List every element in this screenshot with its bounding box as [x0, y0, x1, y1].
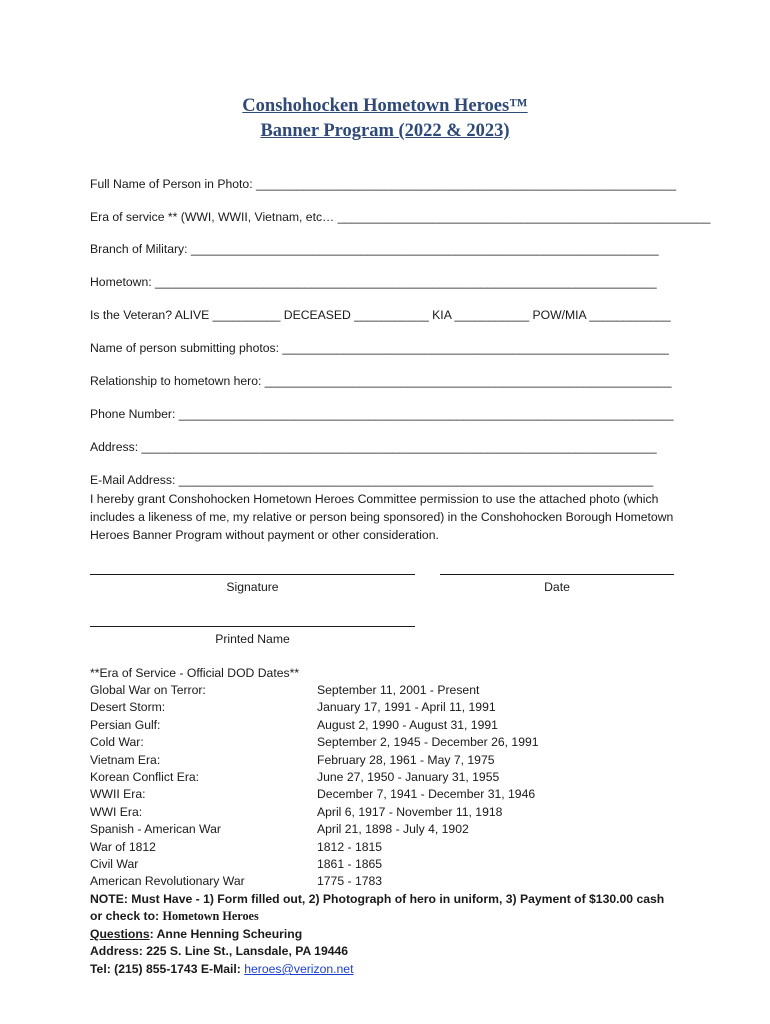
era-dates: April 21, 1898 - July 4, 1902 — [317, 822, 469, 837]
note-prefix: or check to: — [90, 909, 163, 923]
era-row — [90, 682, 690, 699]
era-row — [90, 734, 690, 751]
era-name: WWII Era: — [90, 787, 146, 802]
veteran-status-field[interactable]: Is the Veteran? ALIVE __________ DECEASED ___________ KIA ___________ POW/MIA ____________ — [90, 308, 671, 322]
era-name: Global War on Terror: — [90, 683, 206, 697]
era-name: American Revolutionary War — [90, 874, 245, 889]
era-dates: December 7, 1941 - December 31, 1946 — [317, 787, 536, 802]
submitter-name-field[interactable]: Name of person submitting photos: _________________________________________________________ — [90, 341, 669, 355]
era-name: Korean Conflict Era: — [90, 770, 200, 784]
era-row — [90, 804, 690, 821]
era-row — [90, 752, 690, 769]
date-line[interactable] — [440, 574, 674, 575]
era-row — [90, 717, 690, 734]
era-name: Cold War: — [90, 735, 144, 750]
form-title-line1: Conshohocken Hometown Heroes™ — [242, 96, 528, 116]
note-line1: NOTE: Must Have - 1) Form filled out, 2) Photograph of hero in uniform, 3) Payment of $130.00 cash — [90, 892, 665, 906]
branch-of-military-field[interactable]: Branch of Military: _____________________________________________________________________ — [90, 242, 659, 256]
era-dates: September 2, 1945 - December 26, 1991 — [317, 735, 539, 750]
era-row — [90, 873, 690, 890]
era-dates: 1775 - 1783 — [317, 874, 383, 889]
era-row — [90, 839, 690, 856]
era-heading: **Era of Service - Official DOD Dates** — [90, 666, 300, 680]
consent-statement: I hereby grant Conshohocken Hometown Heroes Committee permission to use the attached photo (which includes a likeness of me, my relative or person being sponsored) in the Conshohocken Borough Hometown Heroes Banner Program without payment or other consideration. — [90, 492, 674, 542]
form-title-line2: Banner Program (2022 & 2023) — [260, 121, 510, 141]
era-dates: April 6, 1917 - November 11, 1918 — [317, 804, 503, 819]
signature-line[interactable] — [90, 574, 415, 575]
era-name: Desert Storm: — [90, 700, 166, 715]
contact-address: Address: 225 S. Line St., Lansdale, PA 19446 — [90, 944, 349, 958]
era-dates: 1812 - 1815 — [317, 839, 383, 854]
note-payee: Hometown Heroes — [162, 909, 259, 923]
full-name-field[interactable]: Full Name of Person in Photo: ______________________________________________________________ — [90, 177, 677, 191]
era-row — [90, 769, 690, 786]
era-name: Vietnam Era: — [90, 752, 161, 767]
printed-name-label: Printed Name — [215, 632, 290, 646]
era-row — [90, 856, 690, 873]
era-row — [90, 699, 690, 716]
questions-label: Questions — [90, 927, 150, 941]
contact-tel: Tel: (215) 855-1743 E-Mail: — [90, 962, 245, 976]
email-address-field[interactable]: E-Mail Address: ______________________________________________________________________ — [90, 473, 654, 487]
era-row — [90, 821, 690, 838]
signature-label: Signature — [226, 580, 279, 594]
era-dates: August 2, 1990 - August 31, 1991 — [317, 717, 498, 732]
phone-number-field[interactable]: Phone Number: _________________________________________________________________________ — [90, 407, 674, 421]
era-dates: June 27, 1950 - January 31, 1955 — [317, 770, 500, 784]
era-name: Persian Gulf: — [90, 717, 161, 732]
questions-contact-name: : Anne Henning Scheuring — [149, 927, 303, 941]
date-label: Date — [544, 580, 570, 594]
era-name: WWI Era: — [90, 804, 143, 819]
contact-phone-line — [90, 961, 353, 977]
printed-name-line[interactable] — [90, 626, 415, 627]
era-name: War of 1812 — [90, 839, 156, 854]
address-field[interactable]: Address: ____________________________________________________________________________ — [90, 440, 657, 454]
note-line2 — [90, 908, 259, 924]
era-dates: 1861 - 1865 — [317, 857, 383, 871]
questions-line — [90, 926, 302, 942]
era-name: Spanish - American War — [90, 822, 221, 837]
hometown-field[interactable]: Hometown: __________________________________________________________________________ — [90, 275, 657, 289]
era-dates: September 11, 2001 - Present — [317, 683, 480, 697]
era-dates: January 17, 1991 - April 11, 1991 — [317, 700, 496, 715]
era-row — [90, 786, 690, 803]
relationship-field[interactable]: Relationship to hometown hero: ____________________________________________________________ — [90, 374, 672, 388]
era-name: Civil War — [90, 857, 139, 871]
era-dates: February 28, 1961 - May 7, 1975 — [317, 752, 495, 767]
contact-email-link[interactable]: heroes@verizon.net — [244, 962, 354, 976]
era-of-service-field[interactable]: Era of service ** (WWI, WWII, Vietnam, etc… _______________________________________________________ — [90, 210, 711, 224]
